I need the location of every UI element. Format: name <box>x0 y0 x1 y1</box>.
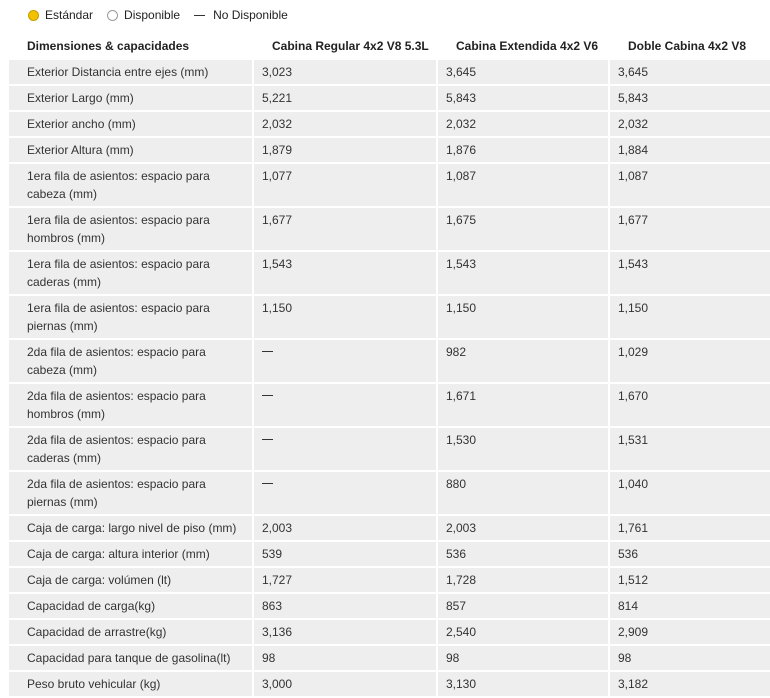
available-dot-icon <box>107 10 118 21</box>
row-label: 2da fila de asientos: espacio para cabeza (mm) <box>9 340 254 382</box>
row-label: 1era fila de asientos: espacio para caderas (mm) <box>9 252 254 294</box>
value-cell: 2,909 <box>610 620 770 644</box>
table-row <box>9 138 770 162</box>
value-cell: 539 <box>254 542 438 566</box>
legend-not-available <box>194 8 288 22</box>
value-cell: 1,543 <box>610 252 770 294</box>
value-cell: 1,671 <box>438 384 610 426</box>
row-label: 1era fila de asientos: espacio para hombros (mm) <box>9 208 254 250</box>
value-cell: 814 <box>610 594 770 618</box>
legend-not-available-label: No Disponible <box>213 8 288 22</box>
value-cell: 1,727 <box>254 568 438 592</box>
specs-table-header <box>9 36 770 58</box>
value-cell: 857 <box>438 594 610 618</box>
not-available-dash-icon <box>262 351 273 352</box>
value-cell: 3,182 <box>610 672 770 696</box>
header-row <box>9 36 770 58</box>
value-cell: 1,670 <box>610 384 770 426</box>
not-available-cell <box>254 340 438 382</box>
value-cell: 1,543 <box>438 252 610 294</box>
value-cell: 3,023 <box>254 60 438 84</box>
value-cell: 1,876 <box>438 138 610 162</box>
table-row <box>9 516 770 540</box>
value-cell: 1,761 <box>610 516 770 540</box>
row-label: Exterior ancho (mm) <box>9 112 254 136</box>
table-row <box>9 646 770 670</box>
value-cell: 536 <box>610 542 770 566</box>
legend-available <box>107 8 180 22</box>
row-label: Caja de carga: altura interior (mm) <box>9 542 254 566</box>
value-cell: 98 <box>254 646 438 670</box>
value-cell: 2,032 <box>438 112 610 136</box>
value-cell: 2,032 <box>610 112 770 136</box>
table-row <box>9 568 770 592</box>
table-row <box>9 112 770 136</box>
row-label: Capacidad de carga(kg) <box>9 594 254 618</box>
table-row <box>9 164 770 206</box>
value-cell: 1,677 <box>610 208 770 250</box>
value-cell: 1,040 <box>610 472 770 514</box>
table-row <box>9 252 770 294</box>
table-row <box>9 86 770 110</box>
value-cell: 1,029 <box>610 340 770 382</box>
value-cell: 1,728 <box>438 568 610 592</box>
header-regular-cab: Cabina Regular 4x2 V8 5.3L <box>254 36 438 58</box>
table-row <box>9 672 770 696</box>
value-cell: 1,150 <box>610 296 770 338</box>
row-label: Peso bruto vehicular (kg) <box>9 672 254 696</box>
table-row <box>9 472 770 514</box>
value-cell: 3,130 <box>438 672 610 696</box>
value-cell: 1,512 <box>610 568 770 592</box>
header-double-cab: Doble Cabina 4x2 V8 <box>610 36 770 58</box>
legend-standard <box>28 8 93 22</box>
table-row <box>9 428 770 470</box>
value-cell: 5,843 <box>438 86 610 110</box>
table-row <box>9 620 770 644</box>
value-cell: 3,000 <box>254 672 438 696</box>
row-label: Capacidad para tanque de gasolina(lt) <box>9 646 254 670</box>
not-available-cell <box>254 384 438 426</box>
table-row <box>9 542 770 566</box>
table-row <box>9 594 770 618</box>
row-label: 2da fila de asientos: espacio para caderas (mm) <box>9 428 254 470</box>
specs-table-body <box>9 60 770 696</box>
table-row <box>9 384 770 426</box>
table-row <box>9 340 770 382</box>
not-available-dash-icon <box>262 395 273 396</box>
row-label: 1era fila de asientos: espacio para cabeza (mm) <box>9 164 254 206</box>
value-cell: 1,530 <box>438 428 610 470</box>
not-available-dash-icon <box>262 439 273 440</box>
value-cell: 1,087 <box>610 164 770 206</box>
row-label: Caja de carga: largo nivel de piso (mm) <box>9 516 254 540</box>
value-cell: 1,543 <box>254 252 438 294</box>
not-available-dash-icon <box>262 483 273 484</box>
value-cell: 98 <box>610 646 770 670</box>
table-row <box>9 208 770 250</box>
row-label: Exterior Largo (mm) <box>9 86 254 110</box>
value-cell: 1,087 <box>438 164 610 206</box>
value-cell: 2,003 <box>254 516 438 540</box>
value-cell: 2,003 <box>438 516 610 540</box>
row-label: 2da fila de asientos: espacio para piernas (mm) <box>9 472 254 514</box>
value-cell: 2,032 <box>254 112 438 136</box>
value-cell: 1,677 <box>254 208 438 250</box>
value-cell: 98 <box>438 646 610 670</box>
value-cell: 1,879 <box>254 138 438 162</box>
table-row <box>9 60 770 84</box>
value-cell: 5,221 <box>254 86 438 110</box>
row-label: 1era fila de asientos: espacio para piernas (mm) <box>9 296 254 338</box>
row-label: Exterior Altura (mm) <box>9 138 254 162</box>
row-label: Exterior Distancia entre ejes (mm) <box>9 60 254 84</box>
value-cell: 1,150 <box>254 296 438 338</box>
not-available-cell <box>254 428 438 470</box>
value-cell: 5,843 <box>610 86 770 110</box>
header-dimensions: Dimensiones & capacidades <box>9 36 254 58</box>
value-cell: 1,675 <box>438 208 610 250</box>
table-row <box>9 296 770 338</box>
row-label: 2da fila de asientos: espacio para hombros (mm) <box>9 384 254 426</box>
row-label: Caja de carga: volúmen (lt) <box>9 568 254 592</box>
header-extended-cab: Cabina Extendida 4x2 V6 <box>438 36 610 58</box>
value-cell: 1,150 <box>438 296 610 338</box>
legend-standard-label: Estándar <box>45 8 94 22</box>
value-cell: 1,077 <box>254 164 438 206</box>
value-cell: 880 <box>438 472 610 514</box>
not-available-cell <box>254 472 438 514</box>
value-cell: 536 <box>438 542 610 566</box>
value-cell: 2,540 <box>438 620 610 644</box>
value-cell: 3,645 <box>610 60 770 84</box>
value-cell: 863 <box>254 594 438 618</box>
not-available-dash-icon <box>194 15 205 16</box>
row-label: Capacidad de arrastre(kg) <box>9 620 254 644</box>
value-cell: 982 <box>438 340 610 382</box>
value-cell: 3,136 <box>254 620 438 644</box>
value-cell: 3,645 <box>438 60 610 84</box>
value-cell: 1,884 <box>610 138 770 162</box>
value-cell: 1,531 <box>610 428 770 470</box>
standard-dot-icon <box>28 10 39 21</box>
legend-available-label: Disponible <box>124 8 181 22</box>
legend <box>28 7 302 23</box>
specs-table <box>9 34 770 698</box>
